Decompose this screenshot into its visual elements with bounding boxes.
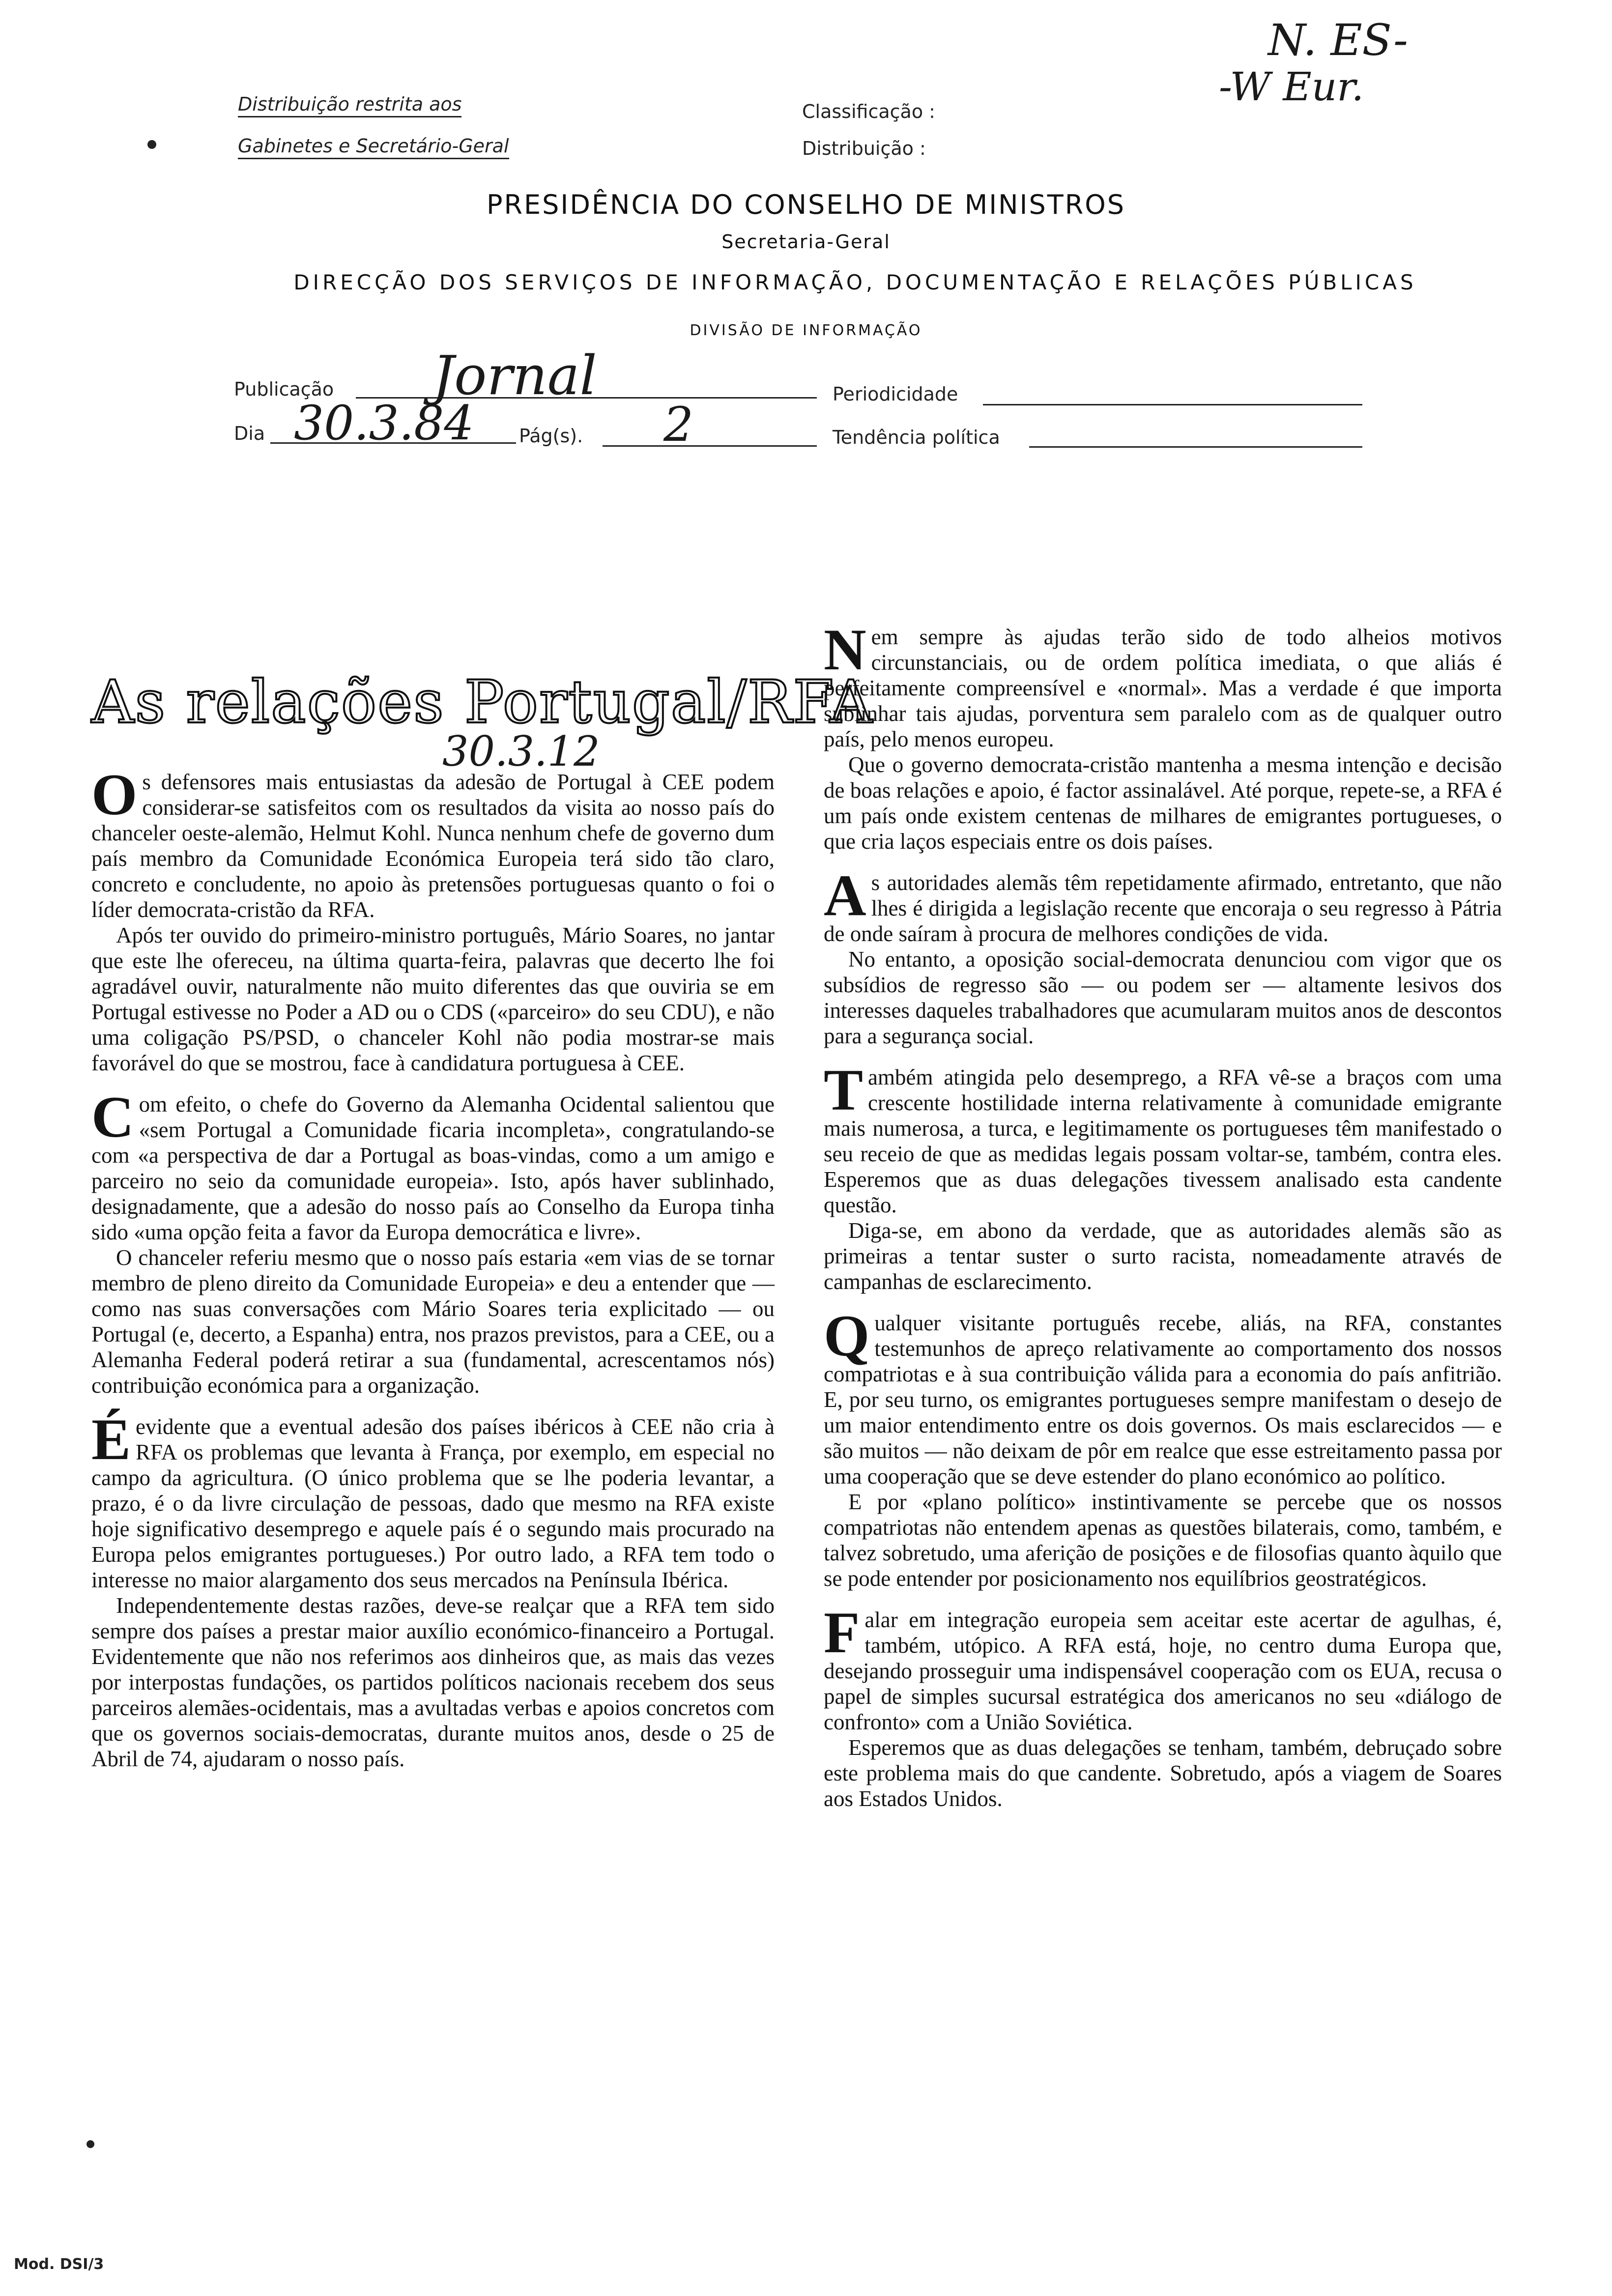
political-tendency-line: [1029, 446, 1362, 448]
pages-value: 2: [663, 397, 694, 452]
drop-cap: N: [824, 617, 866, 682]
classification-label: Classificação :: [802, 101, 935, 122]
periodicity-label: Periodicidade: [833, 383, 958, 405]
margin-mark: [86, 2140, 94, 2148]
article-paragraph: [824, 752, 1502, 854]
article-title: As relações Portugal/RFA: [91, 668, 873, 737]
article-paragraph: [824, 1057, 1502, 1218]
drop-cap: C: [91, 1084, 134, 1149]
distribution-label: Distribuição :: [802, 138, 926, 159]
article-paragraph: [824, 1218, 1502, 1294]
form-code: Mod. DSI/3: [14, 2256, 104, 2273]
article-paragraph: [91, 922, 775, 1076]
paragraph-text: ualquer visitante português recebe, aliás, na RFA, constantes testemunhos de apreço relativamente ao comportamento dos nossos compatriotas e à sua contribuição válida para a economia do país anfitrião. E, por seu turno, os emigrantes portugueses sempre manifestam o desejo de um maior entendimento entre os dois governos. Os mais esclarecidos — e são muitos — não deixam de pôr em realce que esse estreitamento passa por uma cooperação que se deve estender do plano económico ao político.: [824, 1311, 1502, 1489]
article-paragraph: [824, 1600, 1502, 1735]
article-paragraph: [824, 617, 1502, 752]
drop-cap: O: [91, 762, 138, 827]
title-handwritten-note: 30.3.12: [442, 727, 600, 775]
distribution-restriction-line2: Gabinetes e Secretário-Geral: [238, 135, 509, 159]
periodicity-line: [983, 404, 1362, 405]
margin-mark: [147, 140, 156, 149]
drop-cap: É: [91, 1406, 131, 1472]
article-left-column: [91, 762, 775, 1772]
paragraph-text: Após ter ouvido do primeiro-ministro português, Mário Soares, no jantar que este lhe ofereceu, na última quarta-feira, palavras que decerto lhe foi agradável ouvir, naturalmente não muito diferentes das que ouviria se em Portugal estivesse no Poder a AD ou o CDS («parceiro» do seu CDU), e não uma coligação PS/PSD, o chanceler Kohl não podia mostrar-se mais favorável do que se mostrou, face à candidatura portuguesa à CEE.: [91, 923, 775, 1075]
article-paragraph: [824, 1489, 1502, 1591]
paragraph-text: em sempre às ajudas terão sido de todo alheios motivos circunstanciais, ou de ordem política imediata, o que aliás é perfeitamente compreensível e «normal». Mas a verdade é que importa sublinhar tais ajudas, porventura sem paralelo com as de qualquer outro país, pelo menos europeu.: [824, 625, 1502, 751]
corner-annotation-line2: -W Eur.: [1219, 64, 1364, 110]
organization-name: PRESIDÊNCIA DO CONSELHO DE MINISTROS: [486, 189, 1126, 220]
article-paragraph: [91, 1593, 775, 1772]
publication-label: Publicação: [234, 378, 334, 400]
paragraph-text: O chanceler referiu mesmo que o nosso país estaria «em vias de se tornar membro de pleno direito da Comunidade Europeia» e deu a entender que — como nas suas conversações com Mário Soares teria explicitado — ou Portugal (e, decerto, a Espanha) entra, nos prazos previstos, para a CEE, ou a Alemanha Federal poderá retirar a sua (fundamental, acrescentamos nós) contribuição económica para a organização.: [91, 1245, 775, 1398]
pages-line: [603, 445, 817, 447]
article-paragraph: [824, 947, 1502, 1049]
paragraph-text: Que o governo democrata-cristão mantenha a mesma intenção e decisão de boas relações e apoio, é factor assinalável. Até porque, repete-se, a RFA é um país onde existem centenas de milhares de emigrantes portugueses, o que cria laços especiais entre os dois países.: [824, 752, 1502, 854]
paragraph-text: Independentemente destas razões, deve-se realçar que a RFA tem sido sempre dos países a prestar maior auxílio económico-financeiro a Portugal. Evidentemente que não nos referimos aos dinheiros que, as mais das vezes por interpostas fundações, os partidos políticos nacionais recebem dos seus parceiros alemães-ocidentais, mas a avultadas verbas e apoios concretos com que os governos sociais-democratas, durante muitos anos, desde o 25 de Abril de 74, ajudaram o nosso país.: [91, 1593, 775, 1771]
drop-cap: Q: [824, 1303, 870, 1368]
article-paragraph: [824, 1735, 1502, 1811]
paragraph-text: Esperemos que as duas delegações se tenham, também, debruçado sobre este problema mais do que candente. Sobretudo, após a viagem de Soares aos Estados Unidos.: [824, 1735, 1502, 1811]
drop-cap: T: [824, 1057, 864, 1122]
paragraph-text: No entanto, a oposição social-democrata denunciou com vigor que os subsídios de regresso são — ou podem ser — altamente lesivos dos interesses daqueles trabalhadores que acumularam muitos anos de descontos para a segurança social.: [824, 947, 1502, 1048]
article-paragraph: [824, 862, 1502, 947]
paragraph-text: evidente que a eventual adesão dos países ibéricos à CEE não cria à RFA os problemas que levanta à França, por exemplo, em especial no campo da agricultura. (O único problema que se lhe poderia levantar, a prazo, é o da livre circulação de pessoas, dado que mesmo na RFA existe hoje significativo desemprego e aquele país é o segundo mais procurado na Europa pelos emigrantes portugueses.) Por outro lado, a RFA tem todo o interesse no maior alargamento dos seus mercados na Península Ibérica.: [91, 1414, 775, 1592]
day-value: 30.3.84: [294, 396, 474, 451]
secretariat-name: Secretaria-Geral: [721, 231, 891, 253]
article-paragraph: [91, 762, 775, 922]
article-right-column: [824, 617, 1502, 1811]
drop-cap: F: [824, 1600, 860, 1665]
article-paragraph: [824, 1303, 1502, 1489]
paragraph-text: Diga-se, em abono da verdade, que as autoridades alemãs são as primeiras a tentar suster o surto racista, nomeadamente através de campanhas de esclarecimento.: [824, 1218, 1502, 1294]
paragraph-text: s defensores mais entusiastas da adesão de Portugal à CEE podem considerar-se satisfeitos com os resultados da visita ao nosso país do chanceler oeste-alemão, Helmut Kohl. Nunca nenhum chefe de governo dum país membro da Comunidade Económica Europeia terá sido tão claro, concreto e concludente, no apoio às pretensões portuguesas quanto o foi o líder democrata-cristão da RFA.: [91, 770, 775, 922]
division-name: DIVISÃO DE INFORMAÇÃO: [690, 322, 922, 339]
distribution-restriction-line1: Distribuição restrita aos: [238, 93, 461, 117]
paragraph-text: alar em integração europeia sem aceitar este acertar de agulhas, é, também, utópico. A RFA está, hoje, no centro duma Europa que, desejando prosseguir uma indispensável cooperação com os EUA, recusa o papel de simples sucursal estratégica dos americanos no seu «diálogo de confronto» com a União Soviética.: [824, 1607, 1502, 1734]
directorate-name: DIRECÇÃO DOS SERVIÇOS DE INFORMAÇÃO, DOCUMENTAÇÃO E RELAÇÕES PÚBLICAS: [293, 270, 1417, 294]
article-paragraph: [91, 1245, 775, 1398]
article-paragraph: [91, 1406, 775, 1593]
corner-annotation-line1: N. ES-: [1268, 15, 1408, 65]
drop-cap: A: [824, 862, 866, 928]
article-paragraph: [91, 1084, 775, 1245]
paragraph-text: s autoridades alemãs têm repetidamente afirmado, entretanto, que não lhes é dirigida a legislação recente que encoraja o seu regresso à Pátria de onde saíram à procura de melhores condições de vida.: [824, 870, 1502, 946]
paragraph-text: ambém atingida pelo desemprego, a RFA vê-se a braços com uma crescente hostilidade interna relativamente à comunidade emigrante mais numerosa, a turca, e legitimamente os portugueses têm manifestado o seu receio de que as medidas legais possam voltar-se, também, contra eles. Esperemos que as duas delegações tivessem analisado esta candente questão.: [824, 1065, 1502, 1217]
day-label: Dia: [234, 423, 265, 444]
pages-label: Pág(s).: [519, 425, 583, 447]
publication-value: Jornal: [432, 344, 597, 407]
paragraph-text: om efeito, o chefe do Governo da Alemanha Ocidental salientou que «sem Portugal a Comunidade ficaria incompleta», congratulando-se com «a perspectiva de dar a Portugal as boas-vindas, como a um amigo e parceiro no seio da comunidade europeia». Isto, após haver sublinhado, designadamente, que a adesão do nosso país ao Conselho da Europa tinha sido «uma opção feita a favor da Europa democrática e livre».: [91, 1092, 775, 1244]
paragraph-text: E por «plano político» instintivamente se percebe que os nossos compatriotas não entendem apenas as questões bilaterais, como, também, e talvez sobretudo, uma aferição de posições e de filosofias quanto àquilo que se pode entender por posicionamento nos equilíbrios geostratégicos.: [824, 1490, 1502, 1591]
political-tendency-label: Tendência política: [833, 427, 1000, 448]
